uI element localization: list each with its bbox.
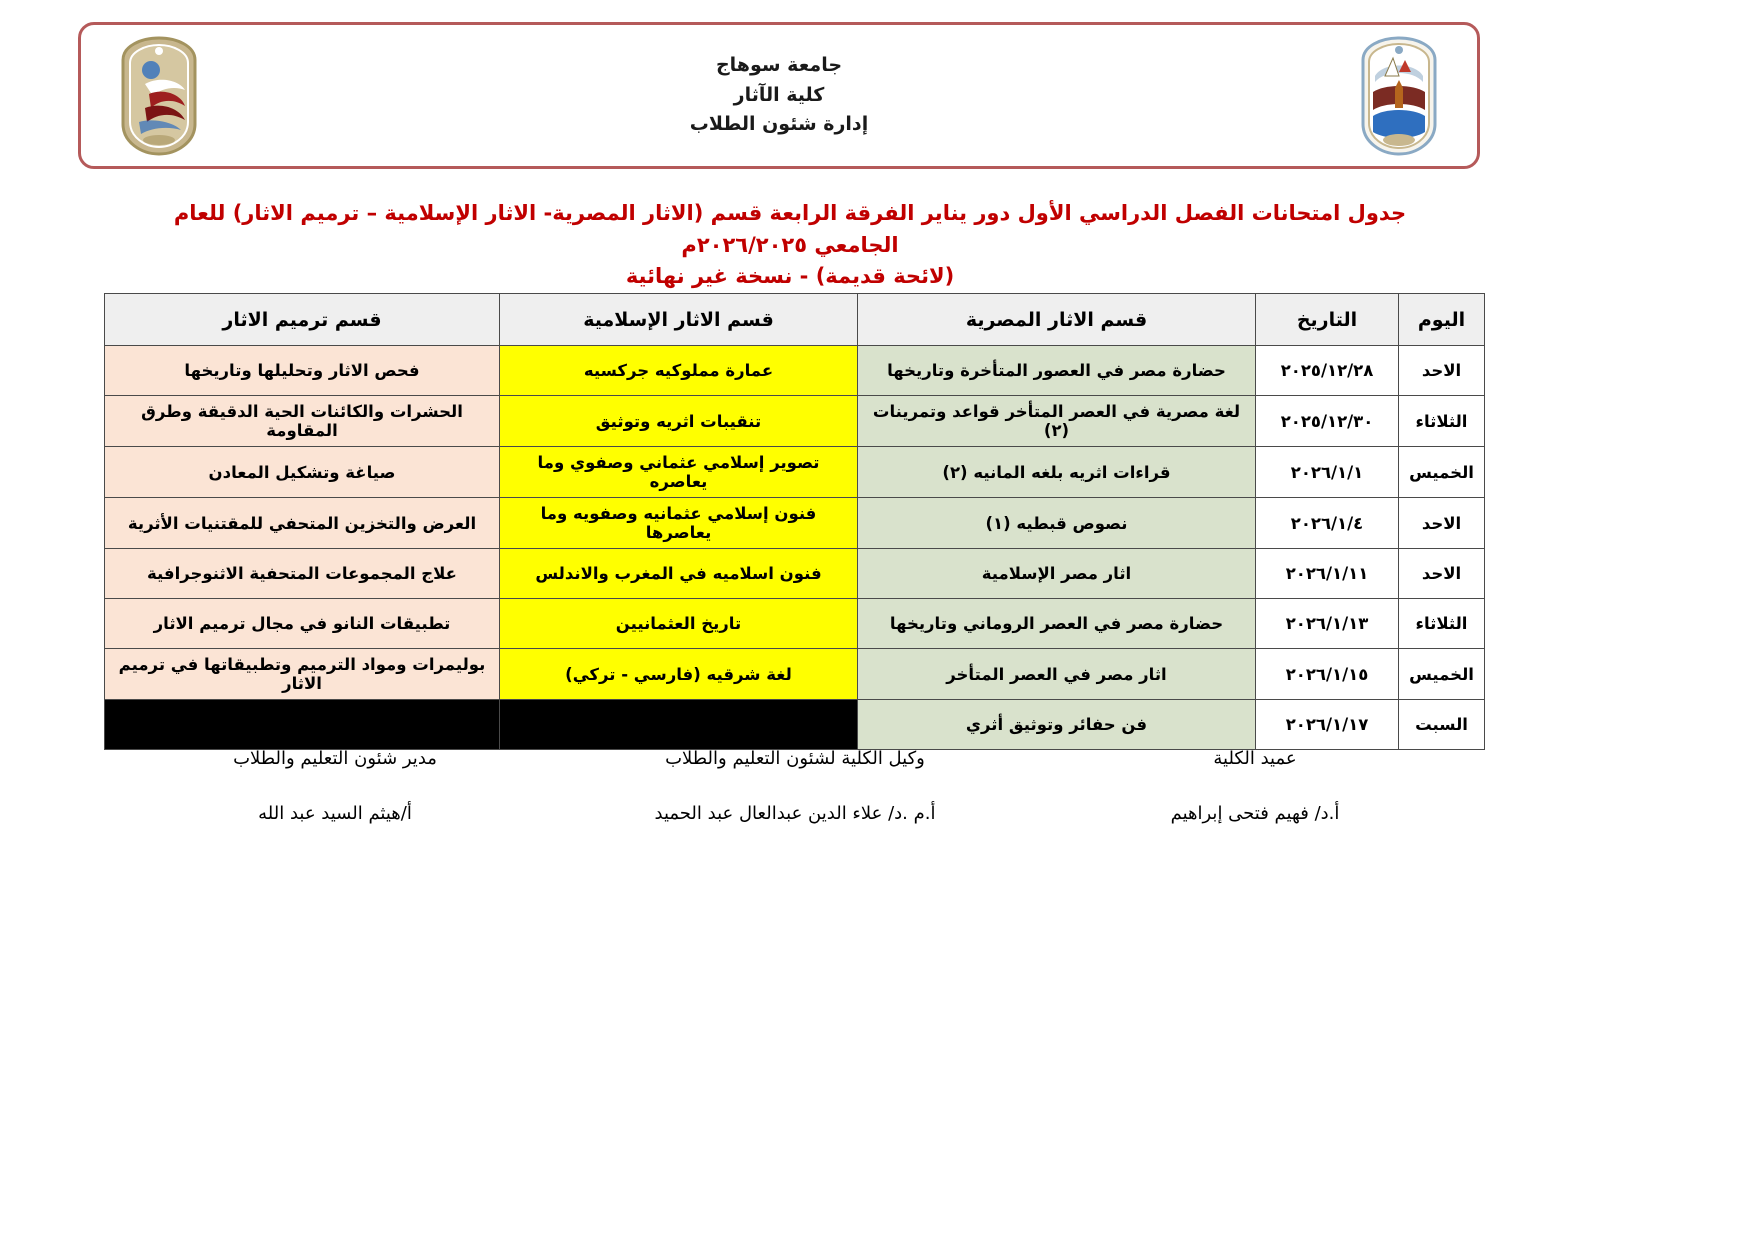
cell-restoration: العرض والتخزين المتحفي للمقتنيات الأثرية bbox=[105, 498, 500, 549]
signature-role: عميد الكلية bbox=[1213, 748, 1297, 769]
column-header-restoration: قسم ترميم الاثار bbox=[105, 294, 500, 346]
cell-islamic: تنقيبات اثريه وتوثيق bbox=[500, 396, 858, 447]
cell-date: ٢٠٢٦/١/١١ bbox=[1256, 549, 1399, 599]
cell-date: ٢٠٢٥/١٢/٢٨ bbox=[1256, 346, 1399, 396]
cell-islamic: تصوير إسلامي عثماني وصفوي وما يعاصره bbox=[500, 447, 858, 498]
university-name: جامعة سوهاج bbox=[715, 54, 843, 77]
signature-student-affairs-director bbox=[105, 748, 565, 824]
cell-restoration: تطبيقات النانو في مجال ترميم الاثار bbox=[105, 599, 500, 649]
cell-islamic: عمارة مملوكيه جركسيه bbox=[500, 346, 858, 396]
cell-day: الثلاثاء bbox=[1399, 396, 1485, 447]
faculty-of-archaeology-crest bbox=[115, 36, 203, 156]
cell-egyptian: حضارة مصر في العصور المتأخرة وتاريخها bbox=[858, 346, 1256, 396]
cell-date: ٢٠٢٦/١/١٣ bbox=[1256, 599, 1399, 649]
table-row bbox=[105, 649, 1485, 700]
table-body bbox=[105, 346, 1485, 750]
sohag-university-crest bbox=[1355, 36, 1443, 156]
column-header-egyptian: قسم الاثار المصرية bbox=[858, 294, 1256, 346]
cell-date: ٢٠٢٦/١/١٧ bbox=[1256, 700, 1399, 750]
cell-date: ٢٠٢٦/١/١ bbox=[1256, 447, 1399, 498]
table-row bbox=[105, 700, 1485, 750]
cell-islamic: لغة شرقيه (فارسي - تركي) bbox=[500, 649, 858, 700]
cell-day: السبت bbox=[1399, 700, 1485, 750]
cell-date: ٢٠٢٦/١/١٥ bbox=[1256, 649, 1399, 700]
signature-role: وكيل الكلية لشئون التعليم والطلاب bbox=[665, 748, 925, 769]
table-row bbox=[105, 498, 1485, 549]
cell-egyptian: قراءات اثريه بلغه المانيه (٢) bbox=[858, 447, 1256, 498]
table-row bbox=[105, 447, 1485, 498]
department-name: إدارة شئون الطلاب bbox=[689, 113, 869, 136]
table-row bbox=[105, 549, 1485, 599]
table-row bbox=[105, 599, 1485, 649]
cell-restoration: فحص الاثار وتحليلها وتاريخها bbox=[105, 346, 500, 396]
column-header-islamic: قسم الاثار الإسلامية bbox=[500, 294, 858, 346]
cell-egyptian: لغة مصرية في العصر المتأخر قواعد وتمرينات (٢) bbox=[858, 396, 1256, 447]
cell-egyptian: نصوص قبطيه (١) bbox=[858, 498, 1256, 549]
signature-vice-dean bbox=[565, 748, 1025, 824]
document-title bbox=[130, 198, 1450, 293]
exam-schedule-table-wrapper bbox=[105, 293, 1485, 750]
signature-block bbox=[105, 748, 1485, 824]
cell-islamic: فنون إسلامي عثمانيه وصفويه وما يعاصرها bbox=[500, 498, 858, 549]
document-title-line2: (لائحة قديمة) - نسخة غير نهائية bbox=[625, 264, 955, 288]
cell-islamic: تاريخ العثمانيين bbox=[500, 599, 858, 649]
cell-egyptian: فن حفائر وتوثيق أثري bbox=[858, 700, 1256, 750]
cell-egyptian: اثار مصر في العصر المتأخر bbox=[858, 649, 1256, 700]
header-title-block bbox=[203, 51, 1355, 139]
cell-day: الاحد bbox=[1399, 346, 1485, 396]
signature-role: مدير شئون التعليم والطلاب bbox=[233, 748, 437, 769]
document-title-line1: جدول امتحانات الفصل الدراسي الأول دور يناير الفرقة الرابعة قسم (الاثار المصرية- الاثار الإسلامية – ترميم الاثار) للعام الجامعي ٢٠٢٦/٢٠٢٥م bbox=[173, 201, 1407, 257]
signature-name: أ.د/ فهيم فتحى إبراهيم bbox=[1170, 803, 1340, 824]
cell-restoration: الحشرات والكائنات الحية الدقيقة وطرق المقاومة bbox=[105, 396, 500, 447]
cell-restoration: علاج المجموعات المتحفية الاثنوجرافية bbox=[105, 549, 500, 599]
faculty-name: كلية الآثار bbox=[733, 83, 825, 106]
cell-islamic-empty bbox=[500, 700, 858, 750]
document-header-band bbox=[78, 22, 1480, 169]
cell-day: الاحد bbox=[1399, 549, 1485, 599]
cell-day: الخميس bbox=[1399, 447, 1485, 498]
table-row bbox=[105, 346, 1485, 396]
table-row bbox=[105, 396, 1485, 447]
cell-date: ٢٠٢٥/١٢/٣٠ bbox=[1256, 396, 1399, 447]
cell-day: الخميس bbox=[1399, 649, 1485, 700]
cell-restoration: بوليمرات ومواد الترميم وتطبيقاتها في ترميم الاثار bbox=[105, 649, 500, 700]
cell-day: الاحد bbox=[1399, 498, 1485, 549]
column-header-date: التاريخ bbox=[1256, 294, 1399, 346]
cell-day: الثلاثاء bbox=[1399, 599, 1485, 649]
cell-restoration-empty bbox=[105, 700, 500, 750]
table-header-row bbox=[105, 294, 1485, 346]
column-header-day: اليوم bbox=[1399, 294, 1485, 346]
signature-name: أ/هيثم السيد عبد الله bbox=[258, 803, 412, 824]
signature-dean bbox=[1025, 748, 1485, 824]
signature-name: أ.م .د/ علاء الدين عبدالعال عبد الحميد bbox=[654, 803, 936, 824]
cell-restoration: صياغة وتشكيل المعادن bbox=[105, 447, 500, 498]
cell-date: ٢٠٢٦/١/٤ bbox=[1256, 498, 1399, 549]
cell-islamic: فنون اسلاميه في المغرب والاندلس bbox=[500, 549, 858, 599]
cell-egyptian: اثار مصر الإسلامية bbox=[858, 549, 1256, 599]
exam-schedule-table bbox=[104, 293, 1485, 750]
cell-egyptian: حضارة مصر في العصر الروماني وتاريخها bbox=[858, 599, 1256, 649]
